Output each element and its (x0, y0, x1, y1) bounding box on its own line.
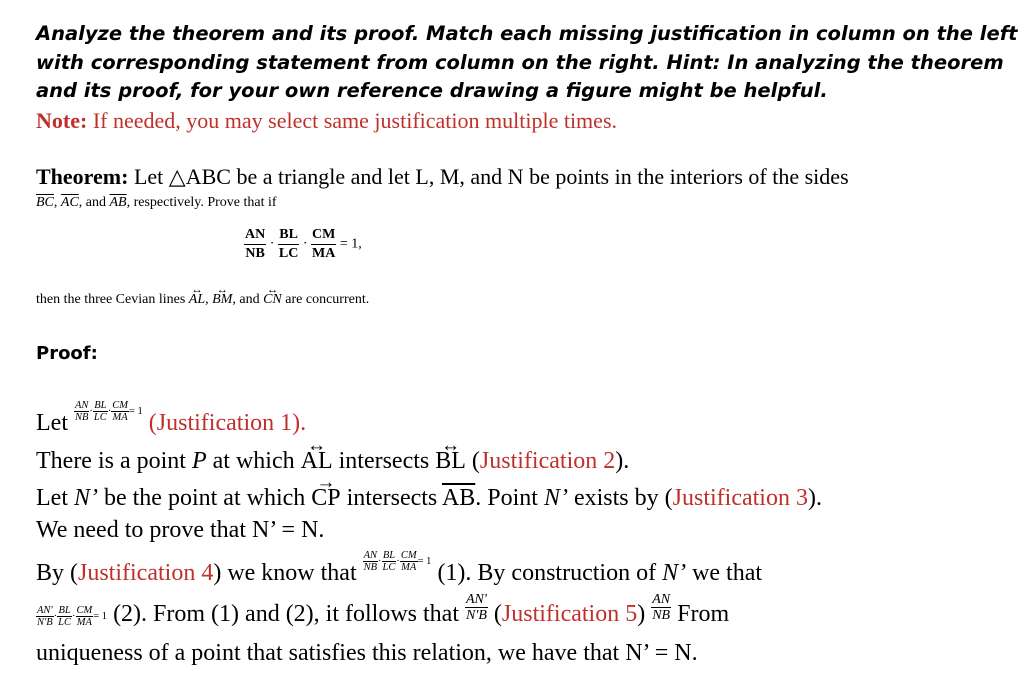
text: ( (465, 448, 480, 474)
sep: , and (232, 292, 264, 307)
instruction-line-1: Analyze the theorem and its proof. Match each missing justification in column on the left (36, 22, 1018, 45)
instructions (36, 20, 1018, 106)
text: ) we know that (213, 560, 363, 586)
eq: = 1 (93, 611, 108, 622)
fraction-bl-lc (278, 226, 299, 263)
fraction-an-nb (651, 592, 671, 623)
equals-one: = 1, (339, 236, 362, 252)
line-bl: ↔ BL (435, 448, 466, 475)
cevian-bm: ↔ BM (212, 292, 232, 308)
den: LC (58, 617, 72, 629)
den: NB (652, 608, 671, 623)
den: N'B (466, 608, 487, 623)
point-p: P (191, 448, 207, 474)
fraction (57, 605, 72, 628)
conclusion-end: are concurrent. (281, 292, 370, 307)
den: LC (278, 246, 299, 261)
fraction (400, 550, 418, 573)
text: (1). By construction of (437, 560, 663, 586)
point-n-prime: N’ (662, 560, 687, 586)
num: BL (278, 226, 299, 245)
text: ). (807, 485, 822, 511)
text: ) (637, 601, 652, 627)
num: AN (244, 226, 266, 245)
sep: , (53, 195, 61, 210)
den: LC (93, 412, 107, 424)
fraction (363, 550, 378, 573)
text: intersects (340, 485, 442, 511)
den: LC (382, 562, 396, 574)
note-label: Note: (36, 108, 88, 133)
fraction (382, 550, 397, 573)
instruction-line-3: and its proof, for your own reference drawing a figure might be helpful. (36, 79, 828, 102)
theorem-conclusion (36, 292, 369, 308)
text: at which (206, 448, 301, 474)
num: CM (112, 400, 128, 412)
justification-3: Justification 3 (672, 485, 808, 511)
justification-2: Justification 2 (479, 448, 616, 474)
proof-line-4: We need to prove that N’ = N. (36, 517, 325, 543)
eq: = 1 (417, 556, 432, 567)
theorem-equation (244, 226, 362, 263)
text: Let (36, 485, 74, 511)
proof-line-3 (36, 485, 822, 512)
num: CM (311, 226, 336, 245)
sep: , and (78, 195, 110, 210)
text: ( (487, 601, 502, 627)
side-bc: $\overline{BC}$ (36, 195, 54, 210)
text: . Point (475, 485, 544, 511)
fraction-an-nb (244, 226, 266, 263)
fraction-anp-npb (465, 592, 488, 623)
segment-ab: $\overline{AB}$ (441, 485, 476, 511)
text: By ( (36, 560, 78, 586)
num: AN' (37, 605, 53, 617)
side-ab: $\overline{AB}$ (109, 195, 127, 210)
theorem-line-2 (36, 195, 277, 211)
eq: = 1 (129, 406, 143, 417)
proof-line-6 (36, 592, 729, 628)
den: N'B (37, 617, 53, 629)
dot: · (269, 236, 275, 252)
let: Let (36, 410, 74, 436)
theorem-line-1 (36, 164, 849, 190)
num: AN (363, 550, 378, 562)
den: MA (76, 617, 92, 629)
cevian-al: ↔ AL (189, 292, 205, 308)
text: be the point at which (97, 485, 312, 511)
proof-title: Proof: (36, 343, 98, 364)
num: AN (74, 400, 89, 412)
num: CM (76, 605, 93, 617)
dot: · (89, 406, 93, 417)
ratio-product (363, 550, 432, 573)
text: There is a point (36, 448, 192, 474)
fraction (76, 605, 94, 628)
side-ac: $\overline{AC}$ (60, 195, 79, 210)
instruction-line-2: with corresponding statement from column on the right. Hint: In analyzing the theorem (36, 50, 1004, 74)
theorem (36, 164, 849, 190)
sep: , (205, 292, 213, 307)
text: From (671, 601, 730, 627)
point-n-prime: N’ (543, 485, 568, 511)
dot: · (107, 406, 112, 417)
den: NB (245, 246, 265, 261)
text: exists by ( (567, 485, 673, 511)
fraction (93, 400, 108, 423)
cevian-cn: ↔ CN (263, 292, 282, 308)
fraction (111, 400, 129, 423)
num: BL (58, 605, 71, 617)
den: NB (363, 562, 378, 574)
fraction-cm-ma (311, 226, 336, 263)
dot: · (378, 556, 382, 567)
theorem-text: Let △ABC be a triangle and let L, M, and N be points in the interiors of the sides (128, 164, 849, 189)
dot: · (302, 236, 308, 252)
num: AN' (466, 592, 487, 607)
note (36, 108, 617, 134)
justification-5: Justification 5 (501, 601, 638, 627)
num: BL (382, 550, 396, 562)
theorem-line-2-end: , respectively. Prove that if (126, 195, 277, 210)
proof-line-1 (36, 398, 306, 437)
line-al: ↔ AL (301, 448, 333, 475)
fraction (36, 605, 54, 628)
num: BL (94, 400, 107, 412)
text: ). (615, 448, 630, 474)
text: intersects (332, 448, 436, 474)
ratio-product (36, 605, 107, 628)
num: AN (652, 592, 671, 607)
note-text: If needed, you may select same justification multiple times. (87, 108, 617, 133)
theorem-label: Theorem: (36, 164, 129, 189)
justification-1: (Justification 1). (148, 410, 307, 436)
proof-line-7: uniqueness of a point that satisfies this relation, we have that N’ = N. (36, 640, 698, 666)
dot: · (72, 611, 76, 622)
text: (2). From (1) and (2), it follows that (107, 601, 465, 627)
den: MA (312, 246, 336, 261)
justification-4: Justification 4 (78, 560, 214, 586)
den: NB (74, 412, 89, 424)
den: MA (401, 562, 417, 574)
proof-line-5 (36, 548, 762, 587)
text: we that (686, 560, 763, 586)
ratio-product (74, 400, 143, 423)
proof-line-2 (36, 448, 629, 475)
fraction (74, 400, 89, 423)
ray-cp: → CP (311, 485, 340, 512)
conclusion-prefix: then the three Cevian lines (36, 292, 189, 307)
den: MA (112, 412, 128, 424)
dot: · (396, 556, 400, 567)
point-n-prime: N’ (73, 485, 98, 511)
dot: · (53, 611, 58, 622)
num: CM (400, 550, 417, 562)
